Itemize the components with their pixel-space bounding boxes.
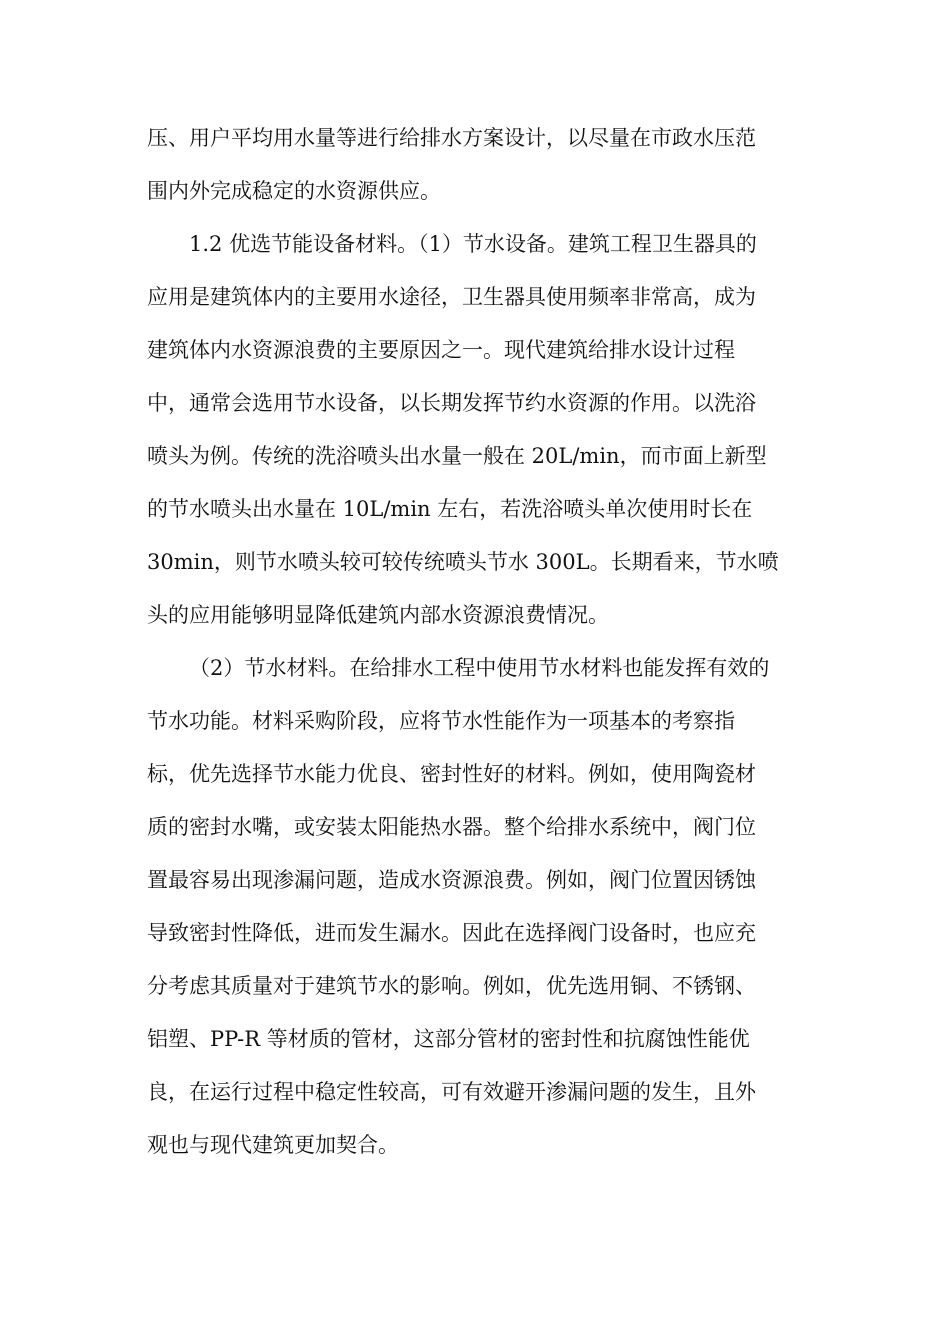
text-line: 的节水喷头出水量在 10L/min 左右，若洗浴喷头单次使用时长在 [147,497,753,521]
text-line: 良，在运行过程中稳定性较高，可有效避开渗漏问题的发生，且外 [147,1080,756,1104]
text-line: 围内外完成稳定的水资源供应。 [147,179,441,203]
text-line: 压、用户平均用水量等进行给排水方案设计，以尽量在市政水压范 [147,126,756,150]
body-text [147,112,807,1172]
text-line: 质的密封水嘴，或安装太阳能热水器。整个给排水系统中，阀门位 [147,815,756,839]
text-line: 建筑体内水资源浪费的主要原因之一。现代建筑给排水设计过程 [147,338,735,362]
text-line: 分考虑其质量对于建筑节水的影响。例如，优先选用铜、不锈钢、 [147,974,756,998]
text-line: 头的应用能够明显降低建筑内部水资源浪费情况。 [147,603,609,627]
text-line: 观也与现代建筑更加契合。 [147,1133,399,1157]
text-line: 应用是建筑体内的主要用水途径，卫生器具使用频率非常高，成为 [147,285,756,309]
text-line: 置最容易出现渗漏问题，造成水资源浪费。例如，阀门位置因锈蚀 [147,868,756,892]
text-line: 30min，则节水喷头较可较传统喷头节水 300L。长期看来，节水喷 [147,550,779,574]
section-heading-line: 1.2 优选节能设备材料。（1）节水设备。建筑工程卫生器具的 [189,232,757,256]
text-line: 中，通常会选用节水设备，以长期发挥节约水资源的作用。以洗浴 [147,391,756,415]
text-line: 标，优先选择节水能力优良、密封性好的材料。例如，使用陶瓷材 [147,762,756,786]
text-line: 铝塑、PP-R 等材质的管材，这部分管材的密封性和抗腐蚀性能优 [147,1027,750,1051]
text-line: 喷头为例。传统的洗浴喷头出水量一般在 20L/min，而市面上新型 [147,444,767,468]
paragraph-start-line: （2）节水材料。在给排水工程中使用节水材料也能发挥有效的 [189,656,770,680]
text-line: 导致密封性降低，进而发生漏水。因此在选择阀门设备时，也应充 [147,921,756,945]
text-line: 节水功能。材料采购阶段，应将节水性能作为一项基本的考察指 [147,709,735,733]
